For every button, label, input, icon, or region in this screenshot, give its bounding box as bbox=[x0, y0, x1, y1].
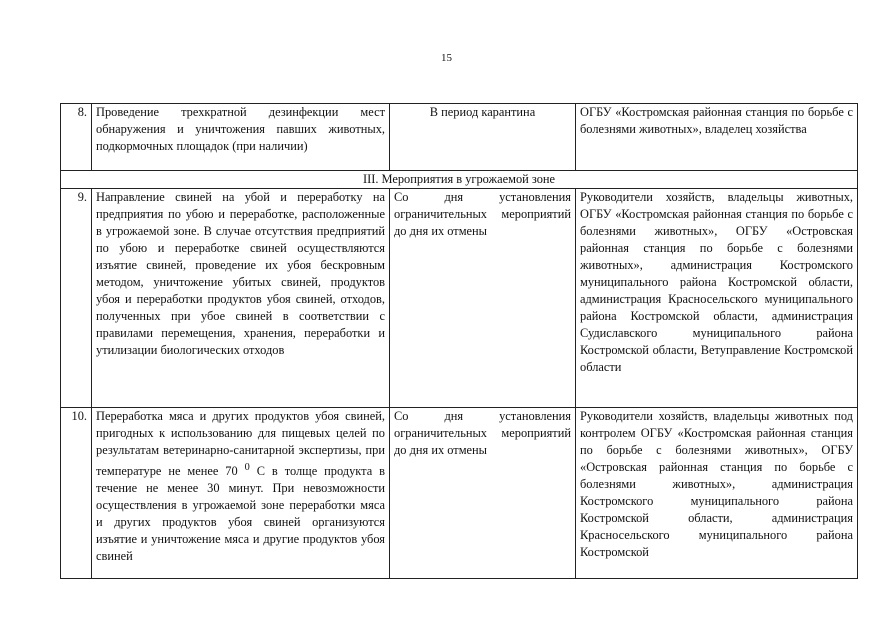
measure-term: В период карантина bbox=[390, 104, 576, 171]
measure-term: Со дня установления ограничительных мероприятий до дня их отмены bbox=[390, 408, 576, 579]
measure-responsible: Руководители хозяйств, владельцы животных, ОГБУ «Костромская районная станция по борьбе с болезнями животных», ОГБУ «Островская районная станция по борьбе с болезнями животных», администрация Костромского муниципального района Костромской области, администрация Красносельского муниципального района Костромской области, администрация Судиславского муниципального района Костромской области, Ветуправление Костромской области bbox=[576, 189, 858, 408]
measure-term: Со дня установления ограничительных мероприятий до дня их отмены bbox=[390, 189, 576, 408]
measure-description: Проведение трехкратной дезинфекции мест обнаружения и уничтожения павших животных, подкормочных площадок (при наличии) bbox=[92, 104, 390, 171]
table-row bbox=[61, 104, 858, 171]
measure-responsible: Руководители хозяйств, владельцы животных под контролем ОГБУ «Костромская районная станция по борьбе с болезнями животных», ОГБУ «Островская районная станция по борьбе с болезнями животных», администрация Костромского муниципального района Костромской области, администрация Красносельского муниципального района Костромской bbox=[576, 408, 858, 579]
row-number: 10. bbox=[61, 408, 92, 579]
measure-description: Направление свиней на убой и переработку на предприятия по убою и переработке, расположенные в угрожаемой зоне. В случае отсутствия предприятий по убою и переработке свиней осуществляются изъятие свиней, проведение их убоя бескровным методом, уничтожение убитых свиней, продуктов убоя и переработки продуктов убоя свиней, отходов, полученных при убое свиней в соответствии с правилами перемещения, хранения, переработки и утилизации биологических отходов bbox=[92, 189, 390, 408]
description-text-part: С в толще продукта в течение не менее 30 минут. При невозможности осуществления в угрожаемой зоне переработки мяса и других продуктов убоя свиней организуются изъятие и уничтожение мяса и другие продуктов убоя свиней bbox=[96, 464, 386, 564]
table-row bbox=[61, 189, 858, 408]
row-number: 9. bbox=[61, 189, 92, 408]
measure-description bbox=[92, 408, 390, 579]
description-text-part: Переработка мяса и других продуктов убоя свиней, пригодных к использованию для пищевых целей по результатам ветеринарно-санитарной экспертизы, при температуре не менее 70 bbox=[96, 409, 385, 479]
table-row bbox=[61, 408, 858, 579]
measures-table bbox=[60, 103, 858, 579]
section-title: III. Мероприятия в угрожаемой зоне bbox=[61, 171, 858, 189]
section-row bbox=[61, 171, 858, 189]
measure-responsible: ОГБУ «Костромская районная станция по борьбе с болезнями животных», владелец хозяйства bbox=[576, 104, 858, 171]
page-number: 15 bbox=[441, 52, 452, 64]
degree-superscript: 0 bbox=[244, 462, 250, 473]
row-number: 8. bbox=[61, 104, 92, 171]
